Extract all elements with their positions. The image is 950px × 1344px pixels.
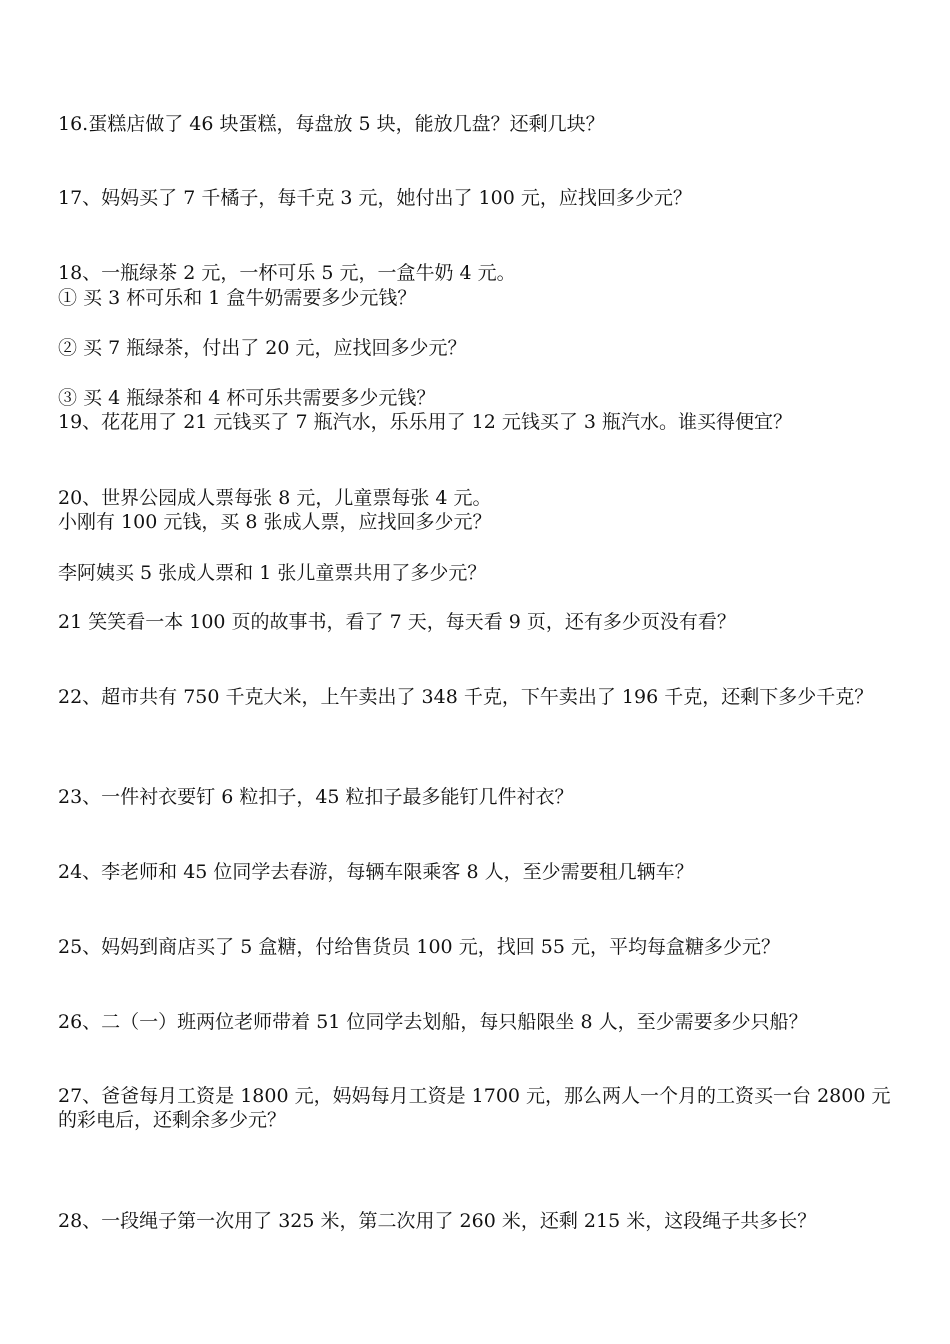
problem-23: 23、一件衬衣要钉 6 粒扣子，45 粒扣子最多能钉几件衬衣？ (58, 786, 574, 808)
problem-20-intro: 20、世界公园成人票每张 8 元，儿童票每张 4 元。 (58, 487, 492, 509)
problem-27: 27、爸爸每月工资是 1800 元，妈妈每月工资是 1700 元，那么两人一个月的工资买一台 2800 元的彩电后，还剩余多少元？ (58, 1085, 891, 1131)
problem-17: 17、妈妈买了 7 千橘子，每千克 3 元，她付出了 100 元，应找回多少元？ (58, 187, 692, 209)
problem-20-question-1: 小刚有 100 元钱，买 8 张成人票，应找回多少元？ (58, 511, 492, 533)
problem-18-question-1: ① 买 3 杯可乐和 1 盒牛奶需要多少元钱？ (58, 287, 417, 309)
problem-18-question-2: ② 买 7 瓶绿茶，付出了 20 元，应找回多少元？ (58, 337, 467, 359)
problem-19: 19、花花用了 21 元钱买了 7 瓶汽水，乐乐用了 12 元钱买了 3 瓶汽水。谁买得便宜？ (58, 411, 793, 433)
problem-28: 28、一段绳子第一次用了 325 米，第二次用了 260 米，还剩 215 米，这段绳子共多长？ (58, 1210, 817, 1232)
problem-16: 16.蛋糕店做了 46 块蛋糕，每盘放 5 块，能放几盘？还剩几块？ (58, 113, 605, 135)
problem-21: 21 笑笑看一本 100 页的故事书，看了 7 天，每天看 9 页，还有多少页没有看？ (58, 611, 736, 633)
problem-20-question-2: 李阿姨买 5 张成人票和 1 张儿童票共用了多少元？ (58, 562, 487, 584)
problem-25: 25、妈妈到商店买了 5 盒糖，付给售货员 100 元，找回 55 元，平均每盒糖多少元？ (58, 936, 780, 958)
problem-24: 24、李老师和 45 位同学去春游，每辆车限乘客 8 人，至少需要租几辆车？ (58, 861, 694, 883)
problem-22: 22、超市共有 750 千克大米，上午卖出了 348 千克，下午卖出了 196 千克，还剩下多少千克？ (58, 686, 874, 708)
problem-18-intro: 18、一瓶绿茶 2 元，一杯可乐 5 元，一盒牛奶 4 元。 (58, 262, 516, 284)
problem-26: 26、二（一）班两位老师带着 51 位同学去划船，每只船限坐 8 人，至少需要多少只船？ (58, 1011, 808, 1033)
problem-18-question-3: ③ 买 4 瓶绿茶和 4 杯可乐共需要多少元钱？ (58, 387, 436, 409)
